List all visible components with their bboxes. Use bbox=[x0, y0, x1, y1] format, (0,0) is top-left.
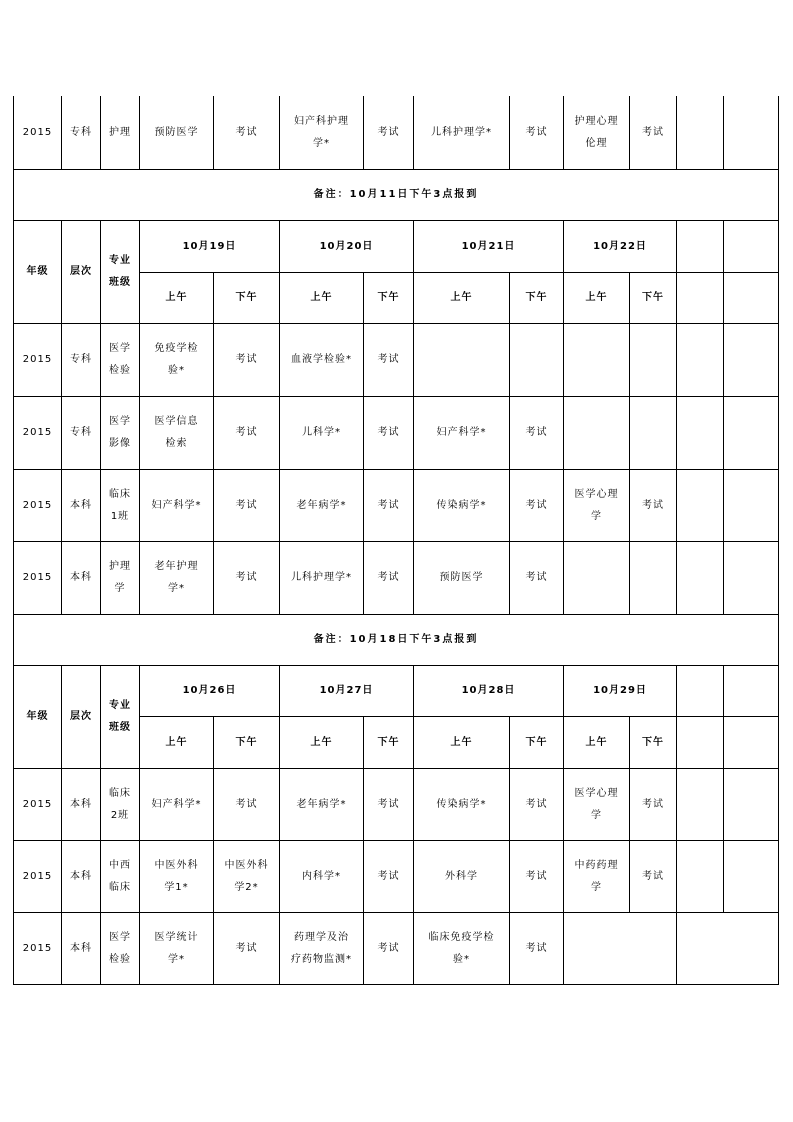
header-level: 层次 bbox=[61, 220, 100, 323]
header-am: 上午 bbox=[413, 272, 509, 323]
year-cell: 2015 bbox=[13, 840, 61, 912]
course-cell bbox=[676, 768, 723, 840]
level-cell: 本科 bbox=[61, 840, 100, 912]
year-cell: 2015 bbox=[13, 768, 61, 840]
header-date: 10月26日 bbox=[139, 665, 279, 716]
header-blank bbox=[723, 220, 779, 272]
course-cell: 考试 bbox=[509, 912, 563, 985]
level-cell: 本科 bbox=[61, 541, 100, 614]
header-pm: 下午 bbox=[363, 716, 413, 768]
year-cell: 2015 bbox=[13, 396, 61, 469]
year-cell: 2015 bbox=[13, 469, 61, 541]
course-cell bbox=[629, 541, 676, 614]
header-pm: 下午 bbox=[213, 272, 279, 323]
header-blank bbox=[676, 220, 723, 272]
course-cell: 中医外科 学1* bbox=[139, 840, 213, 912]
course-cell: 医学信息 检索 bbox=[139, 396, 213, 469]
course-cell: 老年护理 学* bbox=[139, 541, 213, 614]
major-cell: 医学 检验 bbox=[100, 912, 139, 985]
course-cell: 护理心理 伦理 bbox=[563, 96, 629, 169]
header-date: 10月21日 bbox=[413, 220, 563, 272]
level-cell: 本科 bbox=[61, 912, 100, 985]
level-cell: 本科 bbox=[61, 469, 100, 541]
course-cell: 医学心理 学 bbox=[563, 768, 629, 840]
course-cell: 考试 bbox=[629, 840, 676, 912]
header-am: 上午 bbox=[139, 272, 213, 323]
course-cell: 考试 bbox=[363, 541, 413, 614]
course-cell bbox=[723, 396, 779, 469]
course-cell: 考试 bbox=[213, 323, 279, 396]
course-cell bbox=[676, 541, 723, 614]
course-cell: 传染病学* bbox=[413, 768, 509, 840]
header-pm: 下午 bbox=[509, 272, 563, 323]
course-cell: 考试 bbox=[509, 840, 563, 912]
course-cell: 妇产科学* bbox=[139, 768, 213, 840]
year-cell: 2015 bbox=[13, 912, 61, 985]
major-cell: 医学 检验 bbox=[100, 323, 139, 396]
header-date: 10月20日 bbox=[279, 220, 413, 272]
header-date: 10月22日 bbox=[563, 220, 676, 272]
year-cell: 2015 bbox=[13, 323, 61, 396]
major-cell: 医学 影像 bbox=[100, 396, 139, 469]
header-am: 上午 bbox=[563, 272, 629, 323]
course-cell bbox=[676, 323, 723, 396]
header-pm: 下午 bbox=[629, 716, 676, 768]
header-date: 10月19日 bbox=[139, 220, 279, 272]
header-major-class: 专业 班级 bbox=[100, 665, 139, 768]
course-cell bbox=[563, 912, 676, 985]
course-cell bbox=[723, 323, 779, 396]
course-cell: 考试 bbox=[363, 768, 413, 840]
registration-note: 备注：10月11日下午3点报到 bbox=[13, 169, 779, 220]
year-cell: 2015 bbox=[13, 96, 61, 169]
course-cell: 考试 bbox=[363, 840, 413, 912]
course-cell: 考试 bbox=[629, 96, 676, 169]
course-cell: 儿科护理学* bbox=[279, 541, 363, 614]
header-am: 上午 bbox=[279, 272, 363, 323]
course-cell: 妇产科学* bbox=[139, 469, 213, 541]
course-cell: 考试 bbox=[363, 396, 413, 469]
course-cell: 考试 bbox=[363, 912, 413, 985]
header-pm: 下午 bbox=[363, 272, 413, 323]
course-cell: 考试 bbox=[213, 96, 279, 169]
level-cell: 本科 bbox=[61, 768, 100, 840]
course-cell bbox=[676, 469, 723, 541]
course-cell: 考试 bbox=[509, 396, 563, 469]
header-blank bbox=[723, 272, 779, 323]
course-cell: 考试 bbox=[509, 96, 563, 169]
course-cell bbox=[723, 840, 779, 912]
course-cell: 考试 bbox=[213, 396, 279, 469]
header-am: 上午 bbox=[413, 716, 509, 768]
course-cell bbox=[509, 323, 563, 396]
course-cell: 预防医学 bbox=[413, 541, 509, 614]
course-cell: 考试 bbox=[213, 768, 279, 840]
course-cell bbox=[723, 469, 779, 541]
course-cell bbox=[723, 541, 779, 614]
course-cell: 中医外科 学2* bbox=[213, 840, 279, 912]
course-cell bbox=[676, 840, 723, 912]
header-level: 层次 bbox=[61, 665, 100, 768]
header-am: 上午 bbox=[563, 716, 629, 768]
header-blank bbox=[676, 272, 723, 323]
course-cell: 临床免疫学检 验* bbox=[413, 912, 509, 985]
year-cell: 2015 bbox=[13, 541, 61, 614]
course-cell bbox=[563, 396, 629, 469]
course-cell: 考试 bbox=[363, 323, 413, 396]
course-cell: 老年病学* bbox=[279, 768, 363, 840]
header-am: 上午 bbox=[139, 716, 213, 768]
course-cell bbox=[676, 912, 779, 985]
header-year: 年级 bbox=[13, 665, 61, 768]
course-cell: 外科学 bbox=[413, 840, 509, 912]
course-cell bbox=[723, 768, 779, 840]
course-cell: 考试 bbox=[509, 541, 563, 614]
course-cell: 免疫学检 验* bbox=[139, 323, 213, 396]
course-cell: 考试 bbox=[213, 912, 279, 985]
major-cell: 临床 1班 bbox=[100, 469, 139, 541]
course-cell: 预防医学 bbox=[139, 96, 213, 169]
course-cell: 传染病学* bbox=[413, 469, 509, 541]
course-cell: 考试 bbox=[509, 768, 563, 840]
header-blank bbox=[676, 665, 723, 716]
course-cell: 考试 bbox=[629, 768, 676, 840]
course-cell: 医学心理 学 bbox=[563, 469, 629, 541]
course-cell bbox=[563, 541, 629, 614]
course-cell: 考试 bbox=[213, 469, 279, 541]
header-pm: 下午 bbox=[629, 272, 676, 323]
header-year: 年级 bbox=[13, 220, 61, 323]
header-pm: 下午 bbox=[509, 716, 563, 768]
course-cell bbox=[629, 323, 676, 396]
course-cell bbox=[413, 323, 509, 396]
course-cell: 考试 bbox=[363, 469, 413, 541]
header-major-class: 专业 班级 bbox=[100, 220, 139, 323]
course-cell: 儿科学* bbox=[279, 396, 363, 469]
course-cell: 考试 bbox=[629, 469, 676, 541]
course-cell: 医学统计 学* bbox=[139, 912, 213, 985]
header-pm: 下午 bbox=[213, 716, 279, 768]
course-cell: 妇产科护理 学* bbox=[279, 96, 363, 169]
header-blank bbox=[723, 665, 779, 716]
course-cell: 血液学检验* bbox=[279, 323, 363, 396]
header-am: 上午 bbox=[279, 716, 363, 768]
course-cell: 考试 bbox=[213, 541, 279, 614]
course-cell: 妇产科学* bbox=[413, 396, 509, 469]
registration-note: 备注：10月18日下午3点报到 bbox=[13, 614, 779, 665]
major-cell: 中西 临床 bbox=[100, 840, 139, 912]
course-cell bbox=[563, 323, 629, 396]
major-cell: 护理 bbox=[100, 96, 139, 169]
level-cell: 专科 bbox=[61, 323, 100, 396]
header-blank bbox=[676, 716, 723, 768]
course-cell bbox=[676, 396, 723, 469]
course-cell: 儿科护理学* bbox=[413, 96, 509, 169]
header-date: 10月28日 bbox=[413, 665, 563, 716]
level-cell: 专科 bbox=[61, 396, 100, 469]
course-cell: 老年病学* bbox=[279, 469, 363, 541]
header-date: 10月27日 bbox=[279, 665, 413, 716]
course-cell: 考试 bbox=[509, 469, 563, 541]
course-cell bbox=[629, 396, 676, 469]
major-cell: 护理 学 bbox=[100, 541, 139, 614]
course-cell bbox=[676, 96, 723, 169]
course-cell: 药理学及治 疗药物监测* bbox=[279, 912, 363, 985]
major-cell: 临床 2班 bbox=[100, 768, 139, 840]
course-cell bbox=[723, 96, 779, 169]
header-date: 10月29日 bbox=[563, 665, 676, 716]
course-cell: 内科学* bbox=[279, 840, 363, 912]
course-cell: 考试 bbox=[363, 96, 413, 169]
header-blank bbox=[723, 716, 779, 768]
level-cell: 专科 bbox=[61, 96, 100, 169]
course-cell: 中药药理 学 bbox=[563, 840, 629, 912]
